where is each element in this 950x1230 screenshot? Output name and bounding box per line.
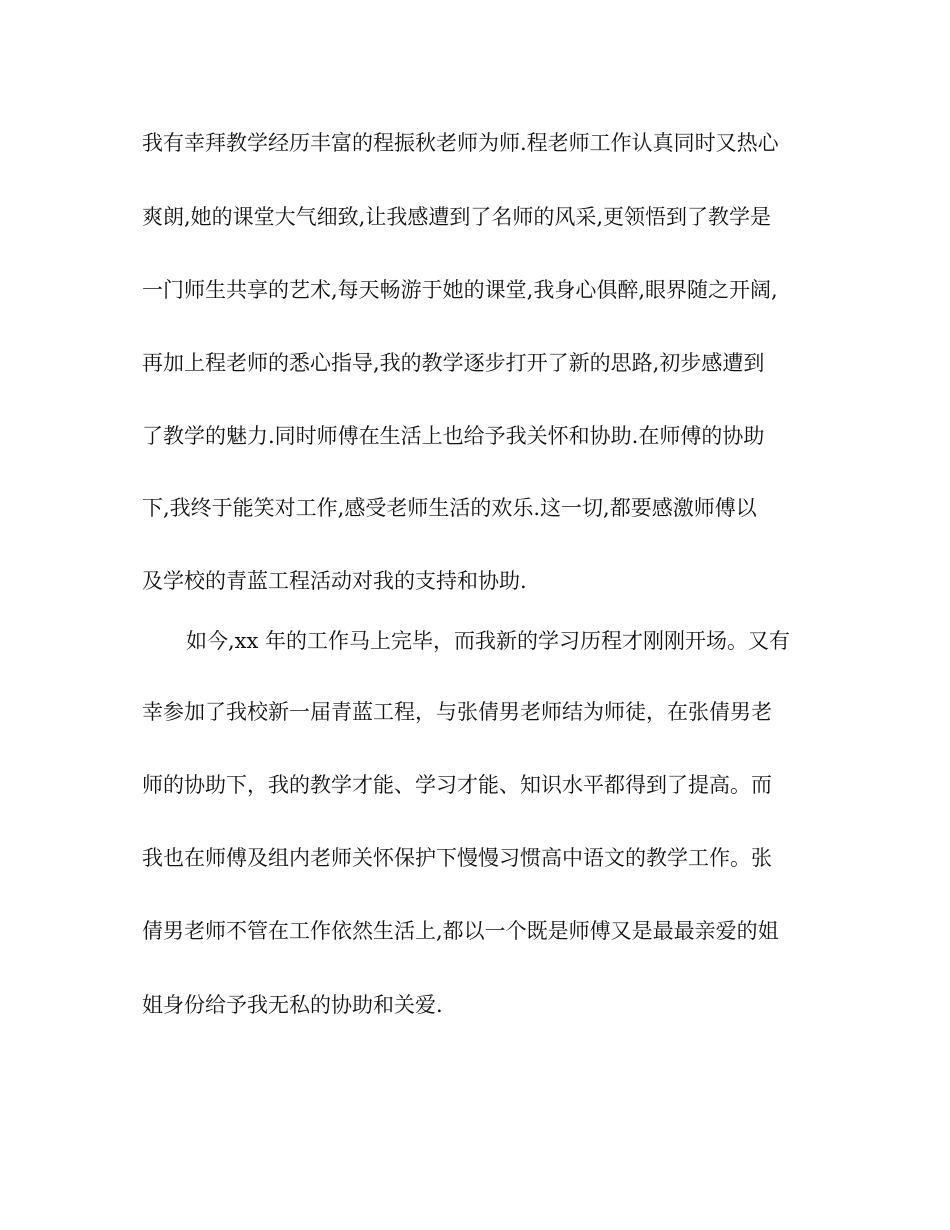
- text-line: 下,我终于能笑对工作,感受老师生活的欢乐.这一切,都要感激师傅以: [142, 496, 757, 520]
- text-line: 再加上程老师的悉心指导,我的教学逐步打开了新的思路,初步感遭到: [142, 351, 765, 375]
- text-line: 如今,xx 年的工作马上完毕，而我新的学习历程才刚刚开场。又有: [186, 629, 791, 653]
- text-line: 爽朗,她的课堂大气细致,让我感遭到了名师的风采,更领悟到了教学是: [142, 205, 772, 229]
- text-line: 我也在师傅及组内老师关怀保护下慢慢习惯高中语文的教学工作。张: [142, 846, 772, 870]
- text-line: 幸参加了我校新一届青蓝工程，与张倩男老师结为师徒，在张倩男老: [142, 700, 772, 724]
- text-line: 倩男老师不管在工作依然生活上,都以一个既是师傅又是最最亲爱的姐: [142, 919, 779, 943]
- text-line: 了教学的魅力.同时师傅在生活上也给予我关怀和协助.在师傅的协助: [142, 424, 765, 448]
- text-line: 一门师生共享的艺术,每天畅游于她的课堂,我身心俱醉,眼界随之开阔,: [142, 278, 778, 302]
- text-line: 姐身份给予我无私的协助和关爱.: [142, 993, 443, 1017]
- text-line: 及学校的青蓝工程活动对我的支持和协助.: [142, 569, 527, 593]
- text-line: 我有幸拜教学经历丰富的程振秋老师为师.程老师工作认真同时又热心: [142, 131, 779, 155]
- text-line: 师的协助下，我的教学才能、学习才能、知识水平都得到了提高。而: [142, 773, 772, 797]
